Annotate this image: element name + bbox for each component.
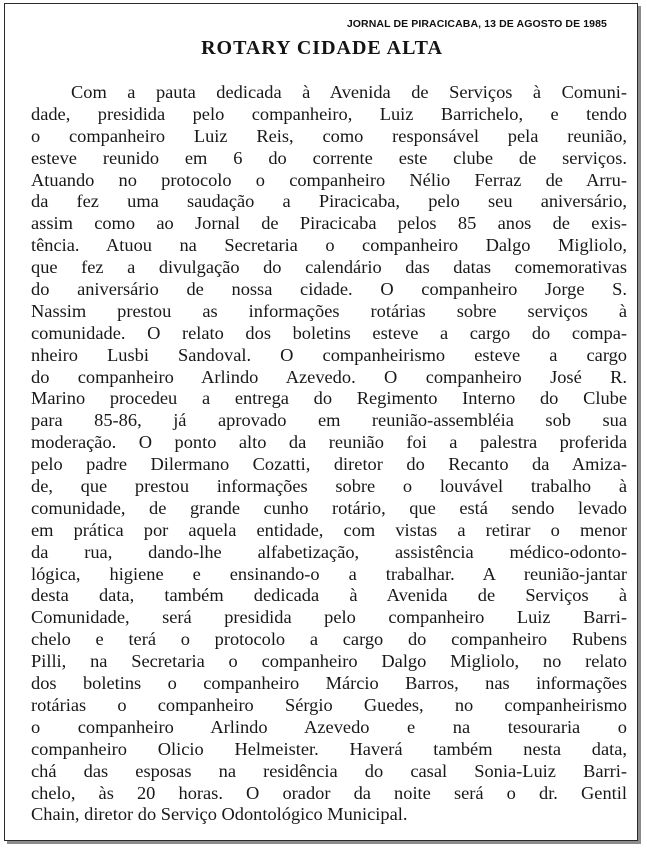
newspaper-clipping [4, 3, 638, 841]
article-line: lógica, higiene e ensinando-o a trabalhar. A reunião-jantar [31, 563, 627, 584]
article-line: o companheiro Luiz Reis, como responsável pela reunião, [31, 125, 627, 146]
article-line: chá das esposas na residência do casal Sonia-Luiz Barri- [31, 760, 627, 781]
article-line: comunidade. O relato dos boletins esteve a cargo do compa- [31, 322, 627, 343]
article-line: Pilli, na Secretaria o companheiro Dalgo Migliolo, no relato [31, 651, 627, 672]
article-line: dade, presidida pelo companheiro, Luiz Barrichelo, e tendo [31, 103, 627, 124]
article-line: da rua, dando-lhe alfabetização, assistência médico-odonto- [31, 541, 627, 562]
article-line: companheiro Olicio Helmeister. Haverá também nesta data, [31, 738, 627, 759]
headline: ROTARY CIDADE ALTA [201, 37, 443, 59]
article-line: Marino procedeu a entrega do Regimento Interno do Clube [31, 388, 627, 409]
article-line: Chain, diretor do Serviço Odontológico Municipal. [31, 804, 408, 825]
article-line: Atuando no protocolo o companheiro Nélio Ferraz de Arru- [31, 169, 627, 190]
article-line: do companheiro Arlindo Azevedo. O companheiro José R. [31, 366, 627, 387]
article-line: em prática por aquela entidade, com vistas a retirar o menor [31, 519, 627, 540]
article-line: o companheiro Arlindo Azevedo e na tesouraria o [31, 716, 627, 737]
article-line: nheiro Lusbi Sandoval. O companheirismo esteve a cargo [31, 344, 627, 365]
article-line: de, que prestou informações sobre o louvável trabalho à [31, 476, 627, 497]
article-line: chelo, às 20 horas. O orador da noite será o dr. Gentil [31, 782, 627, 803]
article-line: Com a pauta dedicada à Avenida de Serviços à Comuni- [71, 82, 627, 102]
article-line: para 85-86, já aprovado em reunião-assembléia sob sua [31, 410, 627, 431]
source-line: JORNAL DE PIRACICABA, 13 DE AGOSTO DE 1985 [346, 18, 607, 30]
article-line: assim como ao Jornal de Piracicaba pelos 85 anos de exis- [31, 213, 627, 234]
article-line: rotárias o companheiro Sérgio Guedes, no companheirismo [31, 694, 627, 715]
article-line: desta data, também dedicada à Avenida de Serviços à [31, 585, 627, 606]
article-body [31, 82, 627, 826]
article-line: Nassim prestou as informações rotárias sobre serviços à [31, 300, 627, 321]
article-line: comunidade, de grande cunho rotário, que está sendo levado [31, 497, 627, 518]
article-line: esteve reunido em 6 do corrente este clube de serviços. [31, 147, 627, 168]
article-line: que fez a divulgação do calendário das datas comemorativas [31, 257, 627, 278]
article-line: tência. Atuou na Secretaria o companheiro Dalgo Migliolo, [31, 235, 627, 256]
article-line: da fez uma saudação a Piracicaba, pelo seu aniversário, [31, 191, 627, 212]
article-line: dos boletins o companheiro Márcio Barros, nas informações [31, 673, 627, 694]
article-line: moderação. O ponto alto da reunião foi a palestra proferida [31, 432, 627, 453]
article-line: chelo e terá o protocolo a cargo do companheiro Rubens [31, 629, 627, 650]
article-line: pelo padre Dilermano Cozatti, diretor do Recanto da Amiza- [31, 454, 627, 475]
article-line: Comunidade, será presidida pelo companheiro Luiz Barri- [31, 607, 627, 628]
article-line: do aniversário de nossa cidade. O companheiro Jorge S. [31, 279, 627, 300]
